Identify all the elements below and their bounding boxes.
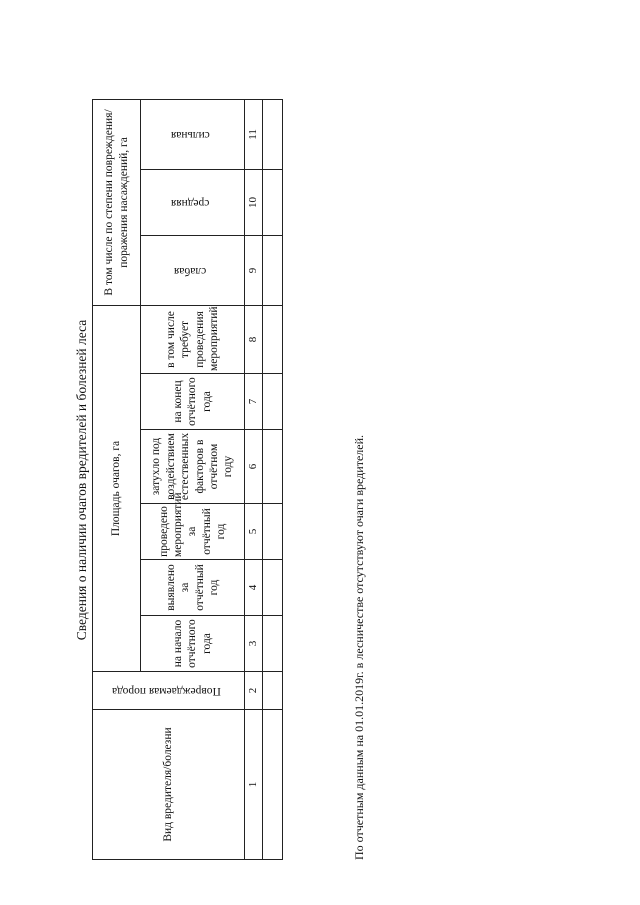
table-cell (263, 672, 283, 710)
col-number: 1 (245, 710, 263, 860)
table-cell (263, 616, 283, 672)
header-damage-medium: средняя (141, 169, 245, 235)
table-cell (263, 710, 283, 860)
table-cell (263, 504, 283, 560)
header-area-end: на конец отчётного года (141, 374, 245, 430)
footnote: По отчетным данным на 01.01.2019г. в лесничестве отсутствуют очаги вредителей. (352, 434, 366, 860)
header-damage-strong: сильная (141, 99, 245, 169)
table-cell (263, 99, 283, 169)
column-number-row (245, 99, 263, 859)
col-number: 10 (245, 169, 263, 235)
header-area-start: на начало отчётного года (141, 616, 245, 672)
table-cell (263, 235, 283, 305)
header-area: Площадь очагов, га (93, 305, 141, 671)
col-number: 11 (245, 99, 263, 169)
header-damage-weak: слабая (141, 235, 245, 305)
table-row-empty (263, 99, 283, 859)
table-cell (263, 305, 283, 373)
table-cell (263, 430, 283, 504)
header-damage: В том числе по степени повреждения/поражения насаждений, га (93, 99, 141, 305)
document-title: Сведения о наличии очагов вредителей и болезней леса (74, 319, 89, 641)
col-number: 2 (245, 672, 263, 710)
pest-foci-table (92, 99, 283, 860)
col-number: 9 (245, 235, 263, 305)
col-number: 7 (245, 374, 263, 430)
header-area-needs: в том числе требует проведения мероприятий (141, 305, 245, 373)
header-area-faded: затухло под воздействием естественных факторов в отчётном году (141, 430, 245, 504)
header-breed: Повреждаемая порода (93, 672, 245, 710)
col-number: 5 (245, 504, 263, 560)
rotated-page (70, 100, 410, 860)
header-area-found: выявлено за отчётный год (141, 560, 245, 616)
header-area-treated: проведено мероприятий за отчётный год (141, 504, 245, 560)
col-number: 3 (245, 616, 263, 672)
col-number: 4 (245, 560, 263, 616)
table-cell (263, 560, 283, 616)
header-pest: Вид вредителя/болезни (93, 710, 245, 860)
col-number: 6 (245, 430, 263, 504)
col-number: 8 (245, 305, 263, 373)
table-cell (263, 374, 283, 430)
table-cell (263, 169, 283, 235)
